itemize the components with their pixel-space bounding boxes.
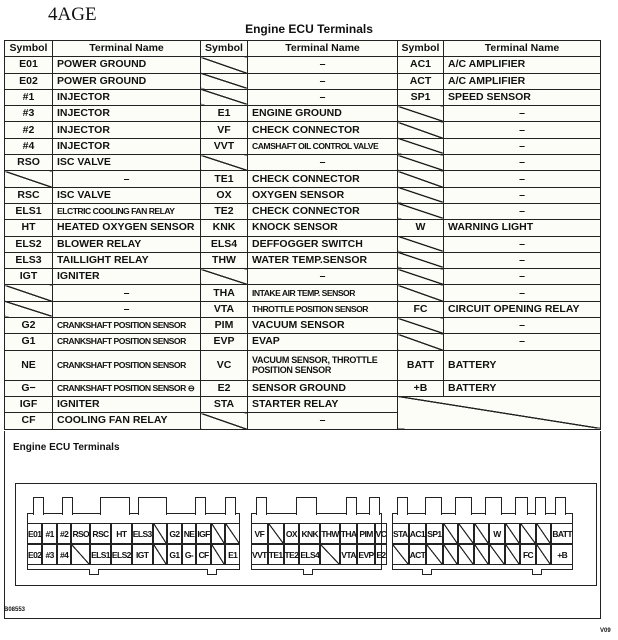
symbol-cell: #2 (5, 122, 53, 138)
terminal-name-cell: POWER GROUND (53, 57, 201, 73)
header-symbol: Symbol (5, 41, 53, 57)
pin-cell: +B (551, 544, 573, 565)
header-symbol: Symbol (201, 41, 248, 57)
table-row (5, 269, 601, 285)
table-row (5, 285, 601, 301)
empty-pin (458, 544, 474, 565)
empty-pin (71, 544, 90, 565)
header-symbol: Symbol (398, 41, 444, 57)
symbol-cell: #4 (5, 138, 53, 154)
terminal-name-cell: – (444, 187, 601, 203)
terminal-name-cell: – (444, 269, 601, 285)
terminal-name-cell: – (444, 252, 601, 268)
pin-cell: E01 (27, 523, 42, 544)
symbol-cell: TE2 (201, 203, 248, 219)
symbol-cell: ELS2 (5, 236, 53, 252)
symbol-cell: +B (398, 380, 444, 396)
pin-grid (251, 523, 387, 565)
terminal-name-cell: CRANKSHAFT POSITION SENSOR (53, 350, 201, 380)
pin-cell: G1 (167, 544, 182, 565)
symbol-cell: HT (5, 220, 53, 236)
connector-tab (346, 497, 357, 515)
terminal-name-cell: CAMSHAFT OIL CONTROL VALVE (248, 138, 398, 154)
terminal-name-cell: TAILLIGHT RELAY (53, 252, 201, 268)
terminal-name-cell: A/C AMPLIFIER (444, 57, 601, 73)
terminal-name-cell: – (444, 203, 601, 219)
terminal-name-cell: BLOWER RELAY (53, 236, 201, 252)
pin-cell: G- (182, 544, 197, 565)
table-row (5, 138, 601, 154)
empty-symbol-cell (398, 269, 444, 285)
pin-cell: PIM (357, 523, 374, 544)
connector-right (392, 497, 573, 570)
symbol-cell: ELS1 (5, 203, 53, 219)
symbol-cell: ACT (398, 73, 444, 89)
terminal-name-cell: – (444, 138, 601, 154)
empty-symbol-cell (201, 73, 248, 89)
empty-pin (392, 544, 409, 565)
pin-cell: VF (251, 523, 268, 544)
symbol-cell: E2 (201, 380, 248, 396)
symbol-cell: #3 (5, 106, 53, 122)
symbol-cell: G2 (5, 318, 53, 334)
terminal-name-cell: BATTERY (444, 380, 601, 396)
connector-tab (33, 497, 44, 515)
terminal-name-cell: – (248, 155, 398, 171)
terminal-name-cell: COOLING FAN RELAY (53, 413, 201, 429)
symbol-cell: IGT (5, 269, 53, 285)
empty-pin (211, 544, 226, 565)
symbol-cell: W (398, 220, 444, 236)
empty-pin (474, 523, 490, 544)
empty-cell (398, 396, 601, 429)
symbol-cell: VTA (201, 301, 248, 317)
diagram-title: Engine ECU Terminals (13, 442, 120, 453)
empty-pin (505, 523, 521, 544)
pin-cell: HT (111, 523, 132, 544)
symbol-cell: ELS4 (201, 236, 248, 252)
terminal-name-cell: CHECK CONNECTOR (248, 171, 398, 187)
pin-cell: THA (340, 523, 358, 544)
terminal-name-cell: VACUUM SENSOR (248, 318, 398, 334)
connector-outline (27, 513, 240, 514)
terminal-name-cell: ISC VALVE (53, 155, 201, 171)
symbol-cell: VC (201, 350, 248, 380)
table-row (5, 171, 601, 187)
terminal-name-cell: INJECTOR (53, 106, 201, 122)
terminal-name-cell: ENGINE GROUND (248, 106, 398, 122)
pin-cell: EVP (357, 544, 374, 565)
table-row (5, 318, 601, 334)
terminal-name-cell: – (444, 122, 601, 138)
symbol-cell: THW (201, 252, 248, 268)
symbol-cell: SP1 (398, 89, 444, 105)
pin-cell: BATT (551, 523, 573, 544)
pin-cell: OX (284, 523, 300, 544)
empty-symbol-cell (398, 155, 444, 171)
pin-cell: #2 (57, 523, 72, 544)
connector-tab (425, 497, 442, 515)
connector-left (27, 497, 240, 570)
pin-cell: RSO (71, 523, 90, 544)
terminal-name-cell: – (444, 106, 601, 122)
symbol-cell: EVP (201, 334, 248, 350)
symbol-cell: STA (201, 396, 248, 412)
terminal-name-cell: POWER GROUND (53, 73, 201, 89)
empty-symbol-cell (5, 171, 53, 187)
empty-pin (320, 544, 340, 565)
pin-cell: #1 (42, 523, 57, 544)
terminal-name-cell: – (248, 413, 398, 429)
terminal-name-cell: INJECTOR (53, 122, 201, 138)
table-row (5, 203, 601, 219)
terminal-name-cell: INJECTOR (53, 89, 201, 105)
terminal-table (4, 40, 601, 430)
terminal-name-cell: CHECK CONNECTOR (248, 122, 398, 138)
empty-symbol-cell (398, 285, 444, 301)
empty-symbol-cell (398, 252, 444, 268)
terminal-name-cell: – (248, 57, 398, 73)
terminal-name-cell: CRANKSHAFT POSITION SENSOR ⊖ (53, 380, 201, 396)
symbol-cell: FC (398, 301, 444, 317)
terminal-name-cell: WARNING LIGHT (444, 220, 601, 236)
connector-middle (251, 497, 387, 570)
symbol-cell: E01 (5, 57, 53, 73)
empty-symbol-cell (398, 203, 444, 219)
header-terminal-name: Terminal Name (444, 41, 601, 57)
connector-tab (296, 497, 317, 515)
terminal-name-cell: – (444, 236, 601, 252)
connector-tab (515, 497, 528, 515)
connector-tab (138, 497, 167, 515)
empty-symbol-cell (398, 122, 444, 138)
empty-symbol-cell (5, 285, 53, 301)
empty-symbol-cell (201, 413, 248, 429)
pin-grid (27, 523, 240, 565)
symbol-cell: #1 (5, 89, 53, 105)
terminal-name-cell: – (53, 301, 201, 317)
pin-cell: IGT (132, 544, 153, 565)
terminal-name-cell: BATTERY (444, 350, 601, 380)
pin-cell: KNK (299, 523, 320, 544)
symbol-cell: ELS3 (5, 252, 53, 268)
terminal-name-cell: CRANKSHAFT POSITION SENSOR (53, 318, 201, 334)
header-terminal-name: Terminal Name (248, 41, 398, 57)
symbol-cell: RSO (5, 155, 53, 171)
pin-cell: FC (520, 544, 536, 565)
pin-cell: ELS3 (132, 523, 153, 544)
connector-tab (535, 497, 546, 515)
connector-tab (455, 497, 472, 515)
terminal-name-cell: IGNITER (53, 269, 201, 285)
pin-cell: VTA (340, 544, 358, 565)
empty-pin (153, 544, 168, 565)
terminal-name-cell: – (248, 269, 398, 285)
empty-symbol-cell (5, 301, 53, 317)
table-row (5, 380, 601, 396)
symbol-cell: NE (5, 350, 53, 380)
connector-tab (397, 497, 408, 515)
empty-pin (211, 523, 226, 544)
table-row (5, 301, 601, 317)
empty-pin (426, 544, 442, 565)
terminal-name-cell: INTAKE AIR TEMP. SENSOR (248, 285, 398, 301)
empty-pin (443, 544, 459, 565)
empty-pin (536, 523, 552, 544)
terminal-name-cell: SPEED SENSOR (444, 89, 601, 105)
table-row (5, 220, 601, 236)
symbol-cell: BATT (398, 350, 444, 380)
empty-symbol-cell (201, 155, 248, 171)
symbol-cell: VF (201, 122, 248, 138)
symbol-cell: G1 (5, 334, 53, 350)
pin-cell: ACT (409, 544, 427, 565)
table-row (5, 155, 601, 171)
connector-tab (369, 497, 380, 515)
empty-symbol-cell (201, 269, 248, 285)
connector-key (422, 569, 432, 575)
pin-cell: RSC (90, 523, 111, 544)
connector-tab (256, 497, 267, 515)
table-row (5, 106, 601, 122)
terminal-name-cell: CRANKSHAFT POSITION SENSOR (53, 334, 201, 350)
pin-cell: #4 (57, 544, 72, 565)
pin-cell: THW (320, 523, 340, 544)
pin-cell: AC1 (409, 523, 427, 544)
pin-cell: E02 (27, 544, 42, 565)
table-row (5, 89, 601, 105)
empty-symbol-cell (398, 187, 444, 203)
connector-key (207, 569, 217, 575)
empty-symbol-cell (398, 334, 444, 350)
symbol-cell: AC1 (398, 57, 444, 73)
pin-cell: E2 (375, 544, 388, 565)
symbol-cell: CF (5, 413, 53, 429)
table-row (5, 396, 601, 412)
empty-pin (489, 544, 505, 565)
terminal-name-cell: IGNITER (53, 396, 201, 412)
pin-cell: ELS2 (111, 544, 132, 565)
terminal-name-cell: – (53, 285, 201, 301)
empty-symbol-cell (398, 236, 444, 252)
pin-cell: TE2 (284, 544, 300, 565)
pin-cell: ELS4 (299, 544, 320, 565)
terminal-name-cell: DEFFOGGER SWITCH (248, 236, 398, 252)
table-header-row (5, 41, 601, 57)
terminal-name-cell: ELCTRIC COOLING FAN RELAY (53, 203, 201, 219)
terminal-name-cell: SENSOR GROUND (248, 380, 398, 396)
symbol-cell: OX (201, 187, 248, 203)
empty-symbol-cell (398, 106, 444, 122)
symbol-cell: TE1 (201, 171, 248, 187)
table-row (5, 252, 601, 268)
empty-symbol-cell (201, 89, 248, 105)
terminal-name-cell: – (444, 171, 601, 187)
table-row (5, 187, 601, 203)
symbol-cell: VVT (201, 138, 248, 154)
pin-cell: VC (375, 523, 388, 544)
table-row (5, 236, 601, 252)
terminal-name-cell: WATER TEMP.SENSOR (248, 252, 398, 268)
empty-pin (225, 523, 240, 544)
header-terminal-name: Terminal Name (53, 41, 201, 57)
terminal-name-cell: KNOCK SENSOR (248, 220, 398, 236)
pin-cell: ELS1 (90, 544, 111, 565)
connector-key (532, 569, 542, 575)
terminal-name-cell: – (444, 285, 601, 301)
connector-tab (195, 497, 206, 515)
empty-symbol-cell (398, 138, 444, 154)
terminal-name-cell: STARTER RELAY (248, 396, 398, 412)
symbol-cell: RSC (5, 187, 53, 203)
pin-cell: VVT (251, 544, 268, 565)
connector-tab (485, 497, 502, 515)
pin-cell: #3 (42, 544, 57, 565)
terminal-name-cell: CIRCUIT OPENING RELAY (444, 301, 601, 317)
terminal-name-cell: – (248, 73, 398, 89)
table-row (5, 350, 601, 380)
symbol-cell: KNK (201, 220, 248, 236)
table-row (5, 57, 601, 73)
table-row (5, 122, 601, 138)
connector-tab (555, 497, 566, 515)
pin-cell: NE (182, 523, 197, 544)
empty-pin (474, 544, 490, 565)
pin-cell: TE1 (268, 544, 284, 565)
empty-pin (505, 544, 521, 565)
pin-cell: SP1 (426, 523, 442, 544)
symbol-cell: E02 (5, 73, 53, 89)
empty-symbol-cell (201, 57, 248, 73)
empty-pin (153, 523, 168, 544)
symbol-cell: THA (201, 285, 248, 301)
empty-pin (520, 523, 536, 544)
connector-key (89, 569, 99, 575)
empty-pin (458, 523, 474, 544)
pin-cell: STA (392, 523, 409, 544)
terminal-name-cell: HEATED OXYGEN SENSOR (53, 220, 201, 236)
terminal-name-cell: ISC VALVE (53, 187, 201, 203)
pin-cell: E1 (225, 544, 240, 565)
connector-tab (225, 497, 236, 515)
document-title: 4AGE (48, 4, 97, 25)
pin-grid (392, 523, 573, 565)
symbol-cell: IGF (5, 396, 53, 412)
connector-key (303, 569, 313, 575)
terminal-name-cell: OXYGEN SENSOR (248, 187, 398, 203)
empty-pin (443, 523, 459, 544)
terminal-name-cell: – (444, 318, 601, 334)
connector-tab (62, 497, 73, 515)
page-code: V09 (600, 628, 611, 634)
empty-pin (536, 544, 552, 565)
pin-cell: IGF (196, 523, 211, 544)
symbol-cell: G− (5, 380, 53, 396)
pin-cell: W (489, 523, 505, 544)
terminal-name-cell: EVAP (248, 334, 398, 350)
empty-symbol-cell (398, 318, 444, 334)
terminal-name-cell: VACUUM SENSOR, THROTTLE POSITION SENSOR (248, 350, 398, 380)
figure-code: B08553 (4, 607, 26, 613)
terminal-name-cell: – (444, 155, 601, 171)
table-row (5, 334, 601, 350)
terminal-name-cell: THROTTLE POSITION SENSOR (248, 301, 398, 317)
terminal-name-cell: A/C AMPLIFIER (444, 73, 601, 89)
pin-cell: G2 (167, 523, 182, 544)
pin-cell: CF (196, 544, 211, 565)
terminal-name-cell: – (53, 171, 201, 187)
empty-symbol-cell (398, 171, 444, 187)
empty-pin (268, 523, 284, 544)
table-row (5, 73, 601, 89)
symbol-cell: PIM (201, 318, 248, 334)
connector-tab (100, 497, 130, 515)
terminal-name-cell: – (444, 334, 601, 350)
table-title: Engine ECU Terminals (245, 22, 373, 36)
symbol-cell: E1 (201, 106, 248, 122)
terminal-name-cell: – (248, 89, 398, 105)
terminal-name-cell: INJECTOR (53, 138, 201, 154)
terminal-name-cell: CHECK CONNECTOR (248, 203, 398, 219)
